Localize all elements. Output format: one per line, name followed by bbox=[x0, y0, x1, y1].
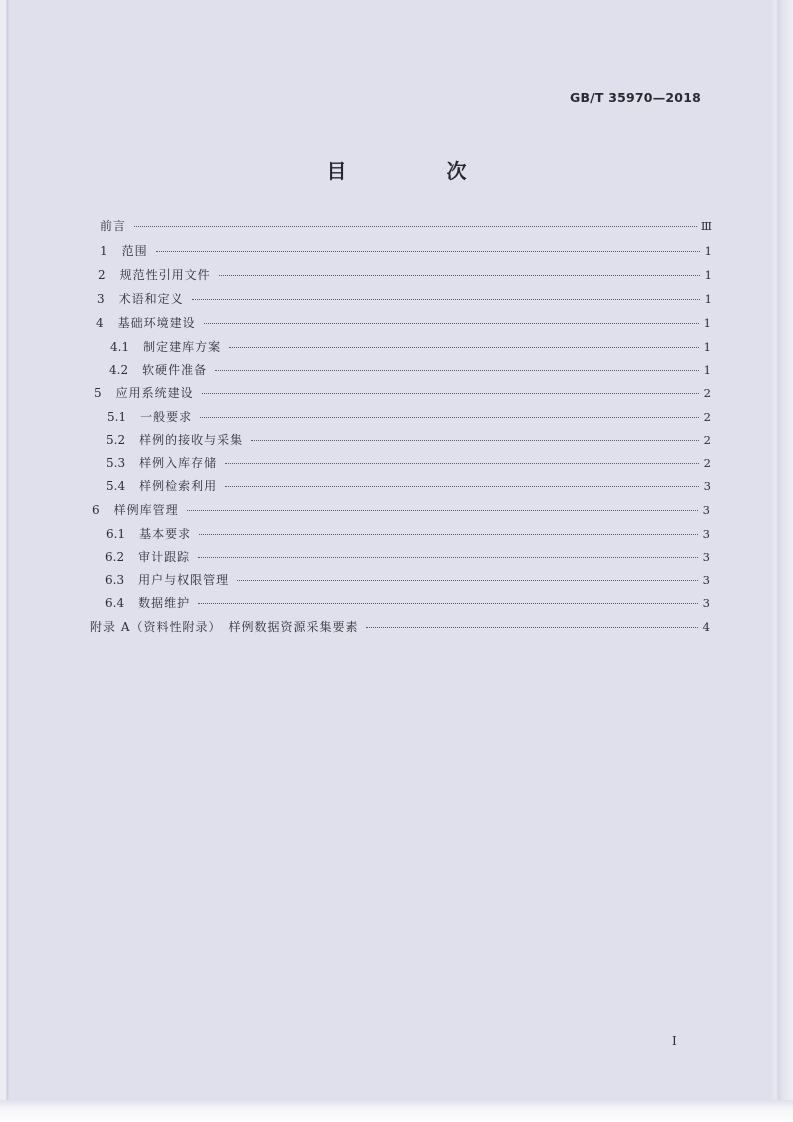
toc-entry-label: 一般要求 bbox=[140, 410, 193, 424]
toc-entry-5-1[interactable] bbox=[107, 407, 711, 427]
standard-code: GB/T 35970—2018 bbox=[569, 90, 701, 105]
toc-leader bbox=[204, 323, 699, 324]
toc-leader bbox=[200, 417, 699, 418]
toc-leader bbox=[202, 393, 699, 394]
toc-leader bbox=[215, 370, 699, 371]
toc-entry-number: 5.2 bbox=[106, 433, 126, 447]
toc-leader bbox=[225, 463, 699, 464]
toc-entry-4-1[interactable] bbox=[110, 337, 711, 357]
toc-entry-5-2[interactable] bbox=[106, 430, 711, 450]
toc-leader bbox=[366, 627, 698, 628]
toc-leader bbox=[199, 534, 698, 535]
toc-leader bbox=[156, 251, 700, 252]
toc-entry-label: 应用系统建设 bbox=[115, 386, 194, 400]
toc-entry-label: 样例的接收与采集 bbox=[139, 433, 244, 447]
toc-leader bbox=[225, 486, 699, 487]
toc-entry-page: 1 bbox=[704, 292, 712, 306]
toc-entry-6-3[interactable] bbox=[105, 570, 710, 590]
toc-entry-label: 基本要求 bbox=[139, 527, 192, 541]
toc-entry-page: 3 bbox=[702, 503, 710, 517]
toc-entry-number: 5.4 bbox=[106, 479, 126, 493]
toc-entry-page: 4 bbox=[702, 620, 710, 634]
toc-entry-label: 范围 bbox=[121, 244, 148, 258]
toc-entry-page: 2 bbox=[703, 456, 711, 470]
toc-title: 目 次 bbox=[326, 159, 507, 183]
toc-leader bbox=[187, 510, 698, 511]
toc-entry-number: 6.2 bbox=[105, 550, 125, 564]
toc-leader bbox=[229, 347, 699, 348]
toc-entry-label: 基础环境建设 bbox=[117, 316, 196, 330]
toc-entry-page: 2 bbox=[703, 386, 711, 400]
toc-leader bbox=[198, 603, 698, 604]
toc-entry-5[interactable] bbox=[94, 383, 711, 403]
toc-entry-label: 样例检索利用 bbox=[139, 479, 218, 493]
footer-page-number: I bbox=[672, 1034, 677, 1048]
toc-entry-page: 3 bbox=[702, 527, 710, 541]
toc-entry-label: 规范性引用文件 bbox=[119, 268, 211, 282]
toc-entry-label: 附录 A（资料性附录） 样例数据资源采集要素 bbox=[90, 620, 359, 634]
toc-entry-preface[interactable] bbox=[100, 216, 712, 236]
toc-entry-number: 1 bbox=[100, 244, 108, 258]
toc-entry-page: 3 bbox=[703, 479, 711, 493]
toc-entry-5-4[interactable] bbox=[106, 476, 711, 496]
toc-entry-page: 2 bbox=[703, 433, 711, 447]
toc-entry-label: 数据维护 bbox=[138, 596, 191, 610]
toc-entry-4-2[interactable] bbox=[109, 360, 711, 380]
toc-entry-label: 制定建库方案 bbox=[143, 340, 222, 354]
toc-entry-5-3[interactable] bbox=[106, 453, 711, 473]
toc-entry-page: 3 bbox=[702, 596, 710, 610]
toc-leader bbox=[198, 557, 698, 558]
toc-entry-page: 1 bbox=[704, 244, 712, 258]
toc-entry-number: 3 bbox=[97, 292, 105, 306]
toc-entry-6-2[interactable] bbox=[105, 547, 710, 567]
toc-entry-label: 样例库管理 bbox=[113, 503, 179, 517]
toc-entry-number: 6.1 bbox=[106, 527, 126, 541]
toc-entry-number: 2 bbox=[98, 268, 106, 282]
toc-entry-6[interactable] bbox=[92, 500, 710, 520]
toc-entry-number: 5 bbox=[94, 386, 102, 400]
toc-entry-3[interactable] bbox=[97, 289, 712, 309]
toc-leader bbox=[192, 299, 700, 300]
toc-entry-number: 4.2 bbox=[109, 363, 129, 377]
toc-entry-label: 用户与权限管理 bbox=[138, 573, 230, 587]
toc-entry-page: 1 bbox=[704, 268, 712, 282]
toc-entry-page: 2 bbox=[703, 410, 711, 424]
toc-entry-label: 术语和定义 bbox=[118, 292, 184, 306]
toc-entry-label: 审计跟踪 bbox=[138, 550, 191, 564]
toc-entry-6-4[interactable] bbox=[105, 593, 710, 613]
toc-entry-page: 1 bbox=[703, 363, 711, 377]
toc-leader bbox=[237, 580, 698, 581]
toc-entry-1[interactable] bbox=[100, 241, 712, 261]
toc-entry-label: 样例入库存储 bbox=[139, 456, 218, 470]
scan-bottom-margin bbox=[0, 1100, 793, 1122]
toc-entry-number: 6.3 bbox=[105, 573, 125, 587]
toc-entry-4[interactable] bbox=[96, 313, 711, 333]
toc-leader bbox=[134, 226, 697, 227]
toc-entry-appendix-a[interactable] bbox=[90, 617, 710, 637]
toc-entry-page: Ⅲ bbox=[700, 219, 712, 233]
toc-leader bbox=[219, 275, 700, 276]
toc-entry-number: 4 bbox=[96, 316, 104, 330]
toc-entry-2[interactable] bbox=[98, 265, 712, 285]
toc-entry-page: 3 bbox=[702, 573, 710, 587]
toc-entry-number: 5.3 bbox=[106, 456, 126, 470]
toc-entry-number: 5.1 bbox=[107, 410, 127, 424]
toc-entry-page: 1 bbox=[703, 340, 711, 354]
table-of-contents bbox=[0, 210, 793, 650]
toc-entry-label: 软硬件准备 bbox=[142, 363, 208, 377]
toc-entry-number: 6.4 bbox=[105, 596, 125, 610]
toc-entry-page: 3 bbox=[702, 550, 710, 564]
toc-entry-6-1[interactable] bbox=[106, 524, 710, 544]
toc-leader bbox=[251, 440, 699, 441]
toc-entry-page: 1 bbox=[703, 316, 711, 330]
toc-entry-number: 6 bbox=[92, 503, 100, 517]
toc-entry-number: 4.1 bbox=[110, 340, 130, 354]
toc-entry-label: 前言 bbox=[100, 219, 127, 233]
